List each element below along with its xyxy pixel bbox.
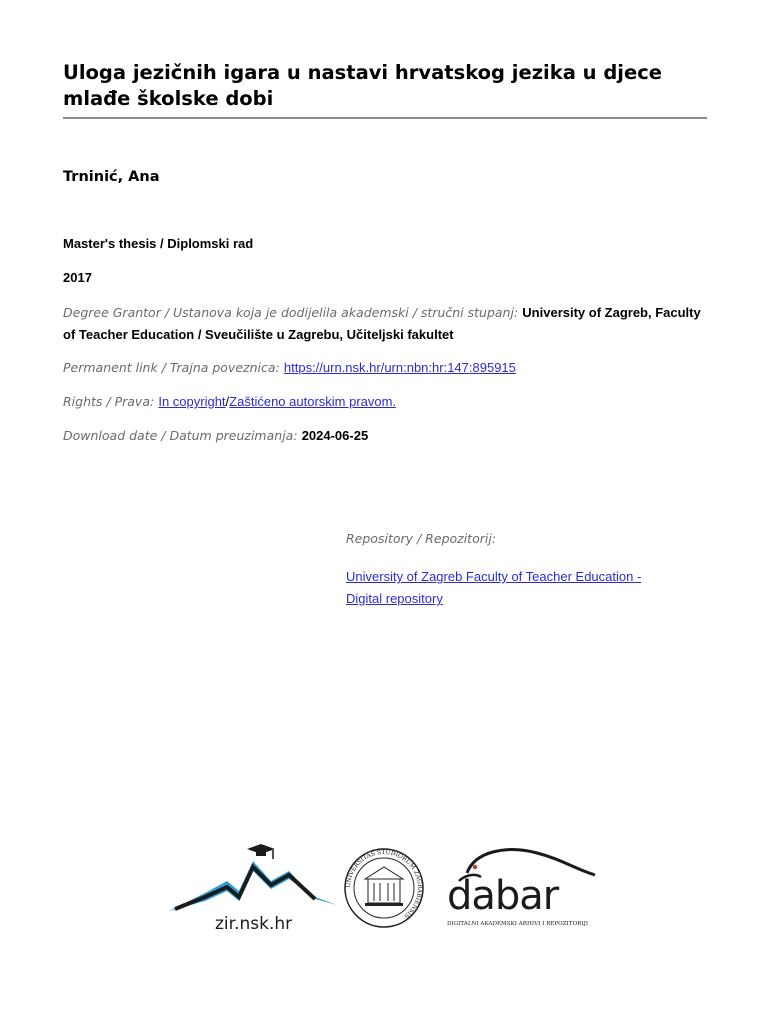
document-year: 2017 xyxy=(63,270,92,285)
university-seal-icon xyxy=(343,847,425,929)
grantor-row xyxy=(63,302,703,346)
dabar-logo-text: dabar xyxy=(447,873,559,919)
zir-logo-text: zir.nsk.hr xyxy=(215,914,293,934)
permalink-row xyxy=(63,357,703,379)
repository-link-line2[interactable]: Digital repository xyxy=(346,591,443,606)
repository-link[interactable] xyxy=(346,566,726,610)
document-title: Uloga jezičnih igara u nastavi hrvatskog jezika u djece mlađe školske dobi xyxy=(63,61,662,110)
rights-row xyxy=(63,391,703,413)
rights-link-en[interactable]: In copyright xyxy=(158,394,226,409)
author-name: Trninić, Ana xyxy=(63,169,160,185)
permalink-link[interactable]: https://urn.nsk.hr/urn:nbn:hr:147:895915 xyxy=(283,360,516,375)
dabar-beaver-icon xyxy=(445,845,605,930)
repository-label: Repository / Repozitorij: xyxy=(346,531,497,546)
dabar-tagline: DIGITALNI AKADEMSKI ARHIVI I REPOZITORIJI xyxy=(447,921,589,927)
repository-link-line1[interactable]: University of Zagreb Faculty of Teacher Education - xyxy=(346,569,642,584)
download-row xyxy=(63,425,703,447)
university-seal xyxy=(343,847,425,929)
permalink-label: Permanent link / Trajna poveznica: xyxy=(63,360,280,375)
svg-text:UNIVERSITAS STUDIORUM ZAGRABIE: UNIVERSITAS STUDIORUM ZAGRABIENSIS xyxy=(344,848,424,920)
download-label: Download date / Datum preuzimanja: xyxy=(63,428,298,443)
document-type: Master's thesis / Diplomski rad xyxy=(63,236,254,251)
zir-mountain-icon xyxy=(165,835,340,935)
zir-logo xyxy=(165,835,340,935)
grantor-label: Degree Grantor / Ustanova koja je dodijelila akademski / stručni stupanj: xyxy=(63,305,519,320)
rights-label: Rights / Prava: xyxy=(63,394,155,409)
rights-link-hr[interactable]: Zaštićeno autorskim pravom. xyxy=(229,394,397,409)
rights-separator: / xyxy=(225,394,230,409)
dabar-logo xyxy=(445,845,605,930)
download-date: 2024-06-25 xyxy=(301,428,369,443)
logos-strip xyxy=(165,835,605,935)
grantor-value: University of Zagreb, Faculty of Teacher Education / Sveučilište u Zagrebu, Učiteljski fakultet xyxy=(63,305,701,342)
title-divider xyxy=(63,117,707,119)
